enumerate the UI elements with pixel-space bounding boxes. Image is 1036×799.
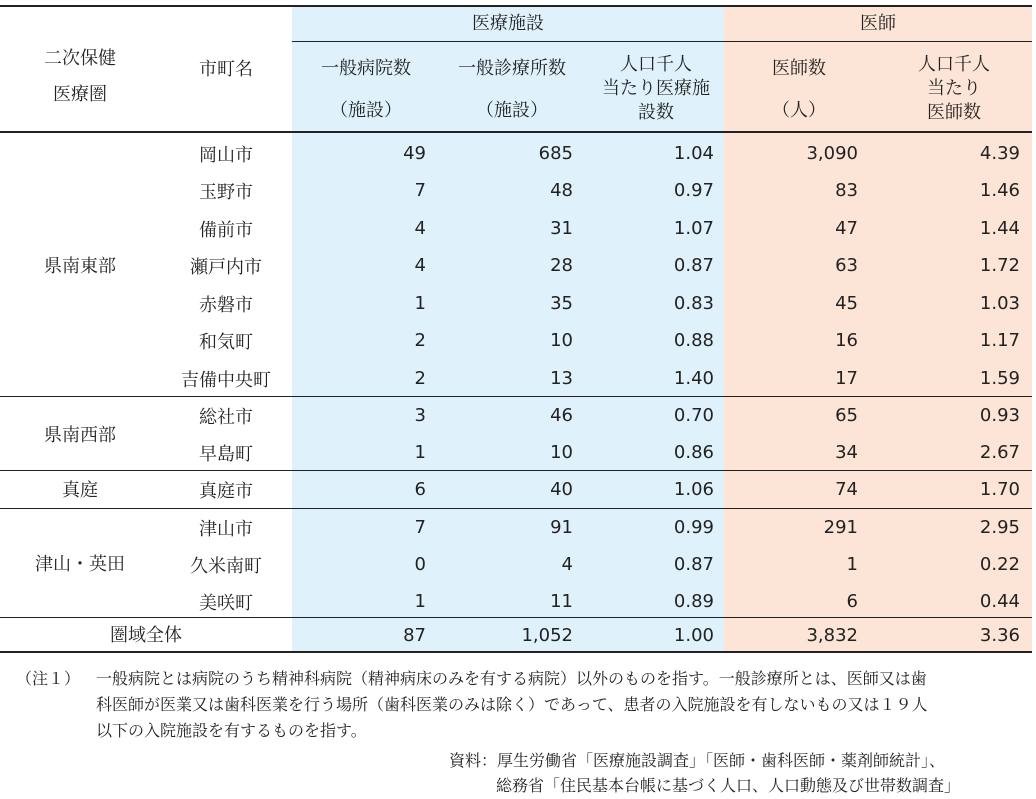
facility-per-1000: 0.86: [673, 442, 714, 463]
total-label: 圏域全体: [110, 625, 182, 646]
city-name: 早島町: [199, 443, 253, 465]
facility-per-1000: 0.99: [673, 517, 714, 538]
note-line: 一般病院とは病院のうち精神科病院（精神病床のみを有する病院）以外のものを指す。一般診療所とは、医師又は歯: [96, 669, 927, 688]
note-line: 以下の入院施設を有するものを指す。: [96, 721, 367, 740]
hospital-count: 6: [414, 479, 426, 500]
hospital-count: 1: [414, 591, 426, 612]
city-name: 美咲町: [199, 592, 253, 614]
clinic-count: 10: [550, 330, 573, 351]
facility-per-1000: 0.70: [673, 405, 714, 426]
clinic-count: 35: [550, 293, 573, 314]
note-line: 科医師が医業又は歯科医業を行う場所（歯科医業のみは除く）であって、患者の入院施設を有しないもの又は１９人: [96, 695, 928, 714]
city-name: 和気町: [199, 331, 253, 353]
group-header-divider: [292, 41, 1032, 42]
doctor-per-1000: 0.44: [979, 591, 1020, 612]
hospital-count: 3: [414, 405, 426, 426]
doctor-per-1000: 1.44: [979, 218, 1020, 239]
header-group-facility: 医療施設: [472, 13, 544, 34]
city-name: 真庭市: [199, 480, 253, 502]
header-area: 二次保健 医療圏: [44, 48, 116, 105]
doctor-per-1000: 2.67: [979, 442, 1020, 463]
header-doctors-unit: （人）: [772, 100, 826, 121]
clinic-count: 4: [561, 554, 573, 575]
facility-per-1000: 0.89: [673, 591, 714, 612]
city-name: 岡山市: [199, 144, 253, 166]
source-line: 資料：厚生労働省「医療施設調査」「医師・歯科医師・薬剤師統計」、: [449, 751, 946, 770]
clinic-count: 28: [550, 255, 573, 276]
doctor-count: 16: [835, 330, 858, 351]
doctor-count: 63: [835, 255, 858, 276]
total-doctors-per-1000: 3.36: [979, 624, 1020, 646]
hospital-count: 2: [414, 368, 426, 389]
doctor-count: 65: [835, 405, 858, 426]
doctor-per-1000: 1.46: [979, 180, 1020, 201]
region-label: 県南東部: [44, 256, 116, 277]
city-name: 津山市: [199, 518, 253, 540]
table-top-border: [0, 5, 1032, 7]
header-bottom-border: [0, 131, 1032, 133]
city-name: 備前市: [199, 219, 253, 241]
clinic-count: 11: [550, 591, 573, 612]
facility-per-1000: 0.87: [673, 554, 714, 575]
doctor-count: 6: [846, 591, 858, 612]
hospital-count: 0: [414, 554, 426, 575]
facility-per-1000: 1.04: [673, 143, 714, 164]
hospital-count: 1: [414, 442, 426, 463]
header-hospital: 一般病院数: [321, 58, 411, 79]
doctor-per-1000: 4.39: [979, 143, 1020, 164]
doctor-count: 17: [835, 368, 858, 389]
total-doctors: 3,832: [806, 624, 858, 646]
facility-per-1000: 1.40: [673, 368, 714, 389]
hospital-count: 1: [414, 293, 426, 314]
header-clinic: 一般診療所数: [458, 58, 566, 79]
region-label: 県南西部: [44, 425, 116, 446]
doctor-per-1000: 1.03: [979, 293, 1020, 314]
clinic-count: 48: [550, 180, 573, 201]
region-label: 真庭: [62, 480, 98, 501]
doctor-count: 3,090: [806, 143, 858, 164]
city-name: 総社市: [199, 406, 253, 428]
hospital-count: 2: [414, 330, 426, 351]
doctor-count: 1: [846, 554, 858, 575]
header-facility-per-1000: 人口千人 当たり医療施 設数: [602, 54, 710, 123]
header-city: 市町名: [199, 59, 253, 80]
doctor-per-1000: 0.93: [979, 405, 1020, 426]
doctor-count: 291: [823, 517, 858, 538]
hospital-count: 4: [414, 255, 426, 276]
city-name: 赤磐市: [199, 294, 253, 316]
doctor-count: 45: [835, 293, 858, 314]
clinic-count: 685: [538, 143, 573, 164]
city-name: 久米南町: [190, 555, 262, 577]
hospital-count: 7: [414, 180, 426, 201]
doctor-count: 74: [835, 479, 858, 500]
hospital-count: 7: [414, 517, 426, 538]
clinic-count: 91: [550, 517, 573, 538]
total-hospital: 87: [403, 624, 426, 646]
doctor-count: 34: [835, 442, 858, 463]
city-name: 吉備中央町: [181, 369, 271, 391]
doctor-per-1000: 1.72: [979, 255, 1020, 276]
doctor-per-1000: 0.22: [979, 554, 1020, 575]
facility-per-1000: 0.88: [673, 330, 714, 351]
doctor-per-1000: 2.95: [979, 517, 1020, 538]
note-mark: （注１）: [16, 669, 81, 688]
hospital-count: 49: [403, 143, 426, 164]
doctor-count: 47: [835, 218, 858, 239]
clinic-count: 10: [550, 442, 573, 463]
header-clinic-unit: （施設）: [476, 100, 548, 121]
facility-per-1000: 0.87: [673, 255, 714, 276]
source-line: 総務省「住民基本台帳に基づく人口、人口動態及び世帯数調査」: [496, 776, 961, 795]
clinic-count: 40: [550, 479, 573, 500]
total-clinic: 1,052: [521, 624, 573, 646]
header-hospital-unit: （施設）: [330, 100, 402, 121]
doctor-per-1000: 1.59: [979, 368, 1020, 389]
facility-per-1000: 0.97: [673, 180, 714, 201]
clinic-count: 31: [550, 218, 573, 239]
city-name: 玉野市: [199, 181, 253, 203]
city-name: 瀬戸内市: [190, 256, 262, 278]
header-group-doctor: 医師: [860, 13, 896, 34]
header-doctors-per-1000: 人口千人 当たり 医師数: [918, 54, 990, 123]
region-label: 津山・英田: [35, 554, 125, 575]
hospital-count: 4: [414, 218, 426, 239]
clinic-count: 46: [550, 405, 573, 426]
header-doctors: 医師数: [772, 58, 826, 79]
clinic-count: 13: [550, 368, 573, 389]
facility-per-1000: 1.07: [673, 218, 714, 239]
facility-per-1000: 0.83: [673, 293, 714, 314]
doctor-count: 83: [835, 180, 858, 201]
total-facility-per-1000: 1.00: [673, 624, 714, 646]
facility-per-1000: 1.06: [673, 479, 714, 500]
doctor-per-1000: 1.70: [979, 479, 1020, 500]
doctor-per-1000: 1.17: [979, 330, 1020, 351]
